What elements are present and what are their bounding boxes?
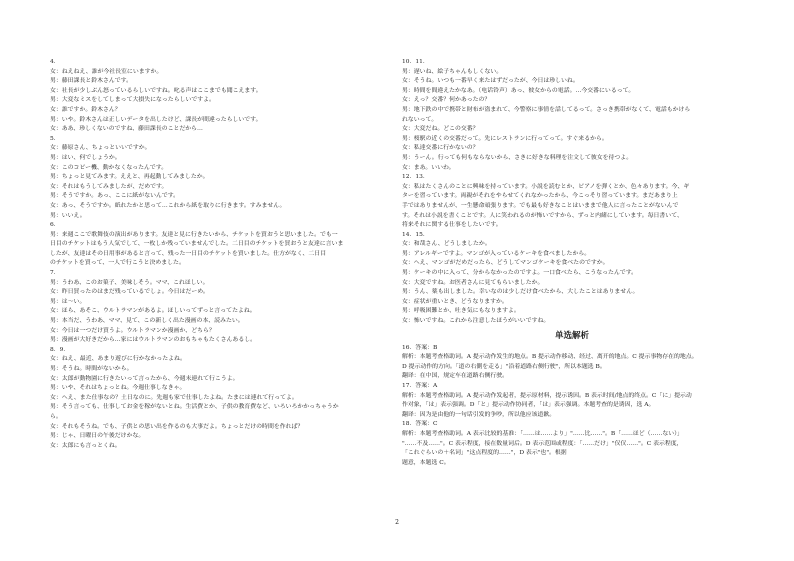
text-line: 女：ああ、珍しくないのですね、藤田課長のことだから… <box>50 126 203 133</box>
explanation-line: 解析：本题考查格助词。A 提示动作发生的地点。B 提示动作移动、经过、离开的地点。C 提示事物存在的地点。 <box>402 354 698 361</box>
text-line: 日目のチケットはもう人気でして、一枚しか残っていませんでした。二日目のチケットを買おうと友達に言いま <box>50 241 344 248</box>
text-line: 女：それもそうね。でも、子供との思い出を作るのも大事だよ。ちょっとだけの時間を作れば？ <box>50 423 304 430</box>
left-column <box>50 58 390 451</box>
text-line: 男：漫画が大好きだから…家にはウルトラマンのおもちゃもたくさんあるし。 <box>50 337 256 344</box>
right-column <box>402 58 742 468</box>
text-line: 8．9． <box>50 346 70 353</box>
explanation-line: 解析：本题考查格助词。A 提示动作发起者，提示原材料，提示诱因。B 表示时间/地点的终点。C「に」提示动 <box>402 392 692 399</box>
text-line: 12．13． <box>402 174 429 181</box>
text-line: 女：怖いですね。これから注意したほうがいいですね。 <box>402 318 550 325</box>
text-line: ターを習っています。両親がそれをやらせてくれなかったから、今こっそり習っています。まだあまり上 <box>402 193 678 200</box>
text-line: 男：遅いね、絵子ちゃんもしくない。 <box>402 68 503 75</box>
text-line: 男：ちょっと見てみます。ええと、再起動してみましたか。 <box>50 174 209 181</box>
listening-transcript <box>402 58 742 327</box>
text-line: 女：症状が重いとき、どうなりますか。 <box>402 298 508 305</box>
text-line: 女：私はたくさんのことに興味を持っています。小説を読むとか、ピアノを弾くとか、色々あります。今、ギ <box>402 183 690 190</box>
section-title: 单选解析 <box>554 330 589 341</box>
text-line: 女：藤原さん、ちょっといいですか。 <box>50 145 151 152</box>
text-line: 男：そうね。時間がないから。 <box>50 366 133 372</box>
text-line: 男：いや。鈴木さんは正しいデータを出したけど、課長が間違ったらしいです。 <box>50 116 262 123</box>
text-line: 手ではありませんが、一生懸命頑張ります。でも最も好きなことはいままで他人に言ったことがないんで <box>402 202 679 209</box>
text-line: 女：あっ、そうですか。紙れたかと思って…これから紙を取りに行きます。すみません。 <box>50 202 286 209</box>
explanation-line: 18．答案：C <box>402 421 438 428</box>
text-line: 女：へえ、また仕事なの？土日なのに。先週も家で仕事したよね。たまには連れて行ってよ。 <box>50 394 298 401</box>
text-line: 男：ケーキの中に入って、分からなかったのですよ。一口食べたら、こうなったんです。 <box>402 270 638 277</box>
text-line: 男：時間を間違えたかなあ。（电话铃声）あっ、彼女からの電話。…今交番にいるって。 <box>402 87 635 94</box>
text-line: 男：うわあ、このお菓子、美味しそう。ママ、これほしい。 <box>50 279 209 286</box>
text-line: 女：そうね。いつも一番早く来たはずだったが、今日は珍しいね。 <box>402 78 579 85</box>
text-line: 女：太郎にも言っとくね。 <box>50 442 121 449</box>
text-line: 男：はい、何でしょうか。 <box>50 154 121 161</box>
text-line: 男：いや、それはちょっとね。今週仕事しなきゃ。 <box>50 385 186 392</box>
page-number: 2 <box>395 519 399 526</box>
text-line: 10．11． <box>402 59 429 65</box>
text-line: 女：私達交番に行かないの？ <box>402 145 479 152</box>
explanation-line: "……不及……"。C 表示程度，接在数量词后。D 表示范围或程度：「……だけ」"仅仅……"。C 表示程度， <box>402 440 683 447</box>
text-line: 男：そう言っても、仕事してお金を稼がないとね。生活費とか、子供の教育費など、いろいろかかっちゃうか <box>50 404 339 411</box>
answer-explanations <box>402 344 742 469</box>
text-line: 男：うーん。行っても何もならないから、さきに好きな料理を注文して彼女を待つよ。 <box>402 154 633 161</box>
text-line: 将来それに関する仕事をしたいです。 <box>402 222 502 229</box>
text-line: 6． <box>50 222 60 229</box>
text-line: 男：藤田課長と鈴木さんです。 <box>50 78 132 85</box>
text-line: 女：ねえ、最近、あまり遊びに行かなかったよね。 <box>50 356 186 363</box>
text-line: ら。 <box>50 413 62 420</box>
text-line: れないって。 <box>402 116 438 123</box>
explanation-line: 16．答案：B <box>402 344 438 351</box>
text-line: 男：そうですか。あっ、ここに紙がないんです。 <box>50 193 180 200</box>
text-line: 男：呼吸困難とか、吐き気にもなりますよ。 <box>402 308 520 315</box>
explanation-line: 作对象，「は」表示强调。D「と」提示动作协同者，「は」表示强调。本题考查的是诱因，选 A。 <box>402 402 655 409</box>
text-line: 女：まあ。いいわ。 <box>402 164 455 171</box>
text-line: 女：昨日買ったのはまだ残っているでしょ。今日はだーめ。 <box>50 289 209 296</box>
explanation-line: 翻译：在中国，规定车在道路右侧行驶。 <box>402 373 509 380</box>
text-line: 男：いいえ。 <box>50 212 86 219</box>
explanation-line: D 提示动作的方向。「道の右側を走る」"沿着道路右侧行驶"，所以本题选 B。 <box>402 363 606 370</box>
text-line: 女：このコピー機、動かなくなったんです。 <box>50 164 168 171</box>
text-line: 男：来週ここで歌舞伎の演出があります。友達と見に行きたいから、チケットを買おうと思いました。でも一 <box>50 231 338 238</box>
explanation-line: 「これぐらいの＋名词」"这点程度的……"，D 表示"也"。根据 <box>402 450 567 457</box>
text-line: 女：和哉さん、どうしましたか。 <box>402 241 491 248</box>
text-line: 男：じゃ、日曜日の午後だけかな。 <box>50 433 145 440</box>
text-line: 女：大変ですね。お医者さんに見てもらいましたか。 <box>402 279 544 286</box>
text-line: 女：ほら、あそこ、ウルトラマンがあるよ。ほしいってずっと言ってたよね。 <box>50 308 256 315</box>
text-line: 男：大変なミスをしてしまって大損失になったらしいですよ。 <box>50 97 215 104</box>
text-line: 女：それはもうしてみましたが、だめです。 <box>50 183 168 190</box>
text-line: したが、友達はその日用事があると言って、残った一日目のチケットを買いました。仕方がなく、二日目 <box>50 250 327 257</box>
text-line: 女：太郎が動物園に行きたいって言ったから、今週末連れて行こうよ。 <box>50 375 239 382</box>
explanation-line: 解析：本题考查格助词。A 表示比较的基准：「……は……より」"……比……"。B「……ほど（……ない）」 <box>402 430 683 437</box>
text-line: 女：誰ですか。鈴木さん？ <box>50 106 121 113</box>
text-line: 5． <box>50 135 60 142</box>
text-line: のチケットを買って、一人で行こうと決めました。 <box>50 260 185 267</box>
explanation-line: 题意，本题选 C。 <box>402 459 450 466</box>
text-line: す。それは小説を書くことです。人に笑われるのが怖いですから、ずっと内緒にしています。毎日書いて、 <box>402 212 683 219</box>
text-line: 女：へえ、マンゴがだめだったら、どうしてマンゴケーキを食べたのですか。 <box>402 260 609 267</box>
text-line: 4． <box>50 59 60 65</box>
explanation-line: 翻译：因为是由他的一句话引发的争吵，所以他应该道歉。 <box>402 411 556 418</box>
text-line: 男：うん、薬も出しました。幸いなのは少しだけ食べたから、大したことはありません。 <box>402 289 639 296</box>
explanation-line: 17．答案：A <box>402 383 438 389</box>
text-line: 14．15． <box>402 231 429 238</box>
text-line: 男：地下鉄の中で携帯と財布が盗まれて、今警察に事情を話してるって。さっき携帯がなくて、電話もかけら <box>402 106 691 113</box>
text-line: 男：アレルギーですよ。マンゴが入っているケーキを食べましたから。 <box>402 250 591 257</box>
text-line: 7． <box>50 270 60 277</box>
text-line: 女：社長が少しぶん怒っているらしいですね。叱る声はここまでも聞こえます。 <box>50 87 262 94</box>
text-line: 男：桜駅の近くの交番だって。先にレストランに行ってって。すぐ来るから。 <box>402 135 608 142</box>
text-line: 女：今日は一つだけ買うよ。ウルトラマンか漫画か、どちら？ <box>50 327 215 334</box>
text-line: 男：は～い。 <box>50 298 86 305</box>
text-line: 男：本当だ、うわあ、ママ、見て、この新しく出た漫画の本、読みたい。 <box>50 318 244 325</box>
text-line: 女：大変だね。どこの交番？ <box>402 126 479 133</box>
text-line: 女：えっ？交番？何かあったの？ <box>402 97 491 104</box>
text-line: 女：ねえねえ、誰が今社長室にいますか。 <box>50 68 163 75</box>
